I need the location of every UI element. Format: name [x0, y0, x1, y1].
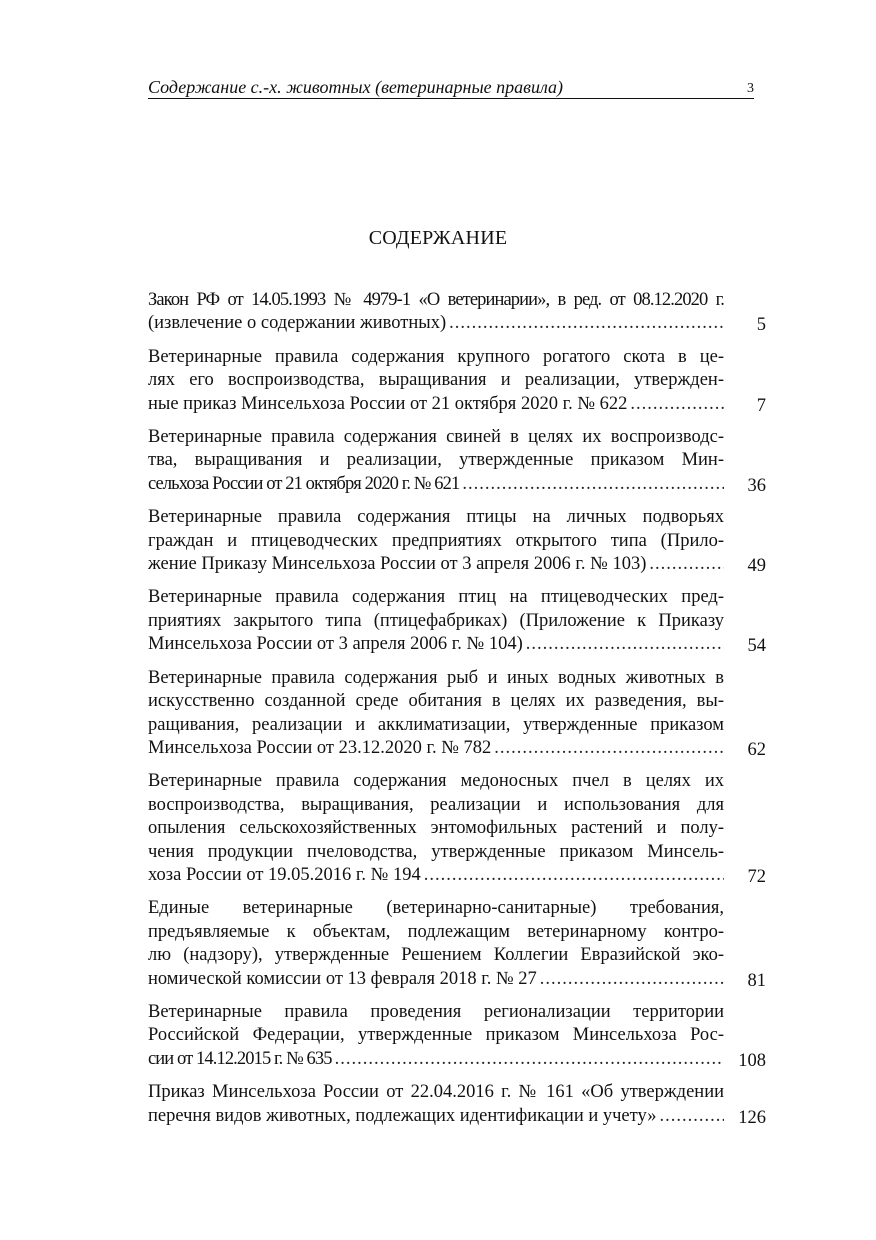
toc-entry-line: Ветеринарные правила содержания крупного рогатого скота в це-	[148, 346, 724, 367]
dot-leader	[540, 968, 724, 991]
toc-entry-line: воспроизводства, выращивания, реализации и использования для	[148, 794, 724, 815]
toc-entry-line: граждан и птицеводческих предприятиях открытого типа (Прило-	[148, 530, 724, 551]
toc-entry-line: Ветеринарные правила содержания рыб и иных водных животных в	[148, 667, 724, 688]
toc-entry-text: ные приказ Минсельхоза России от 21 октября 2020 г. № 622	[148, 393, 628, 414]
toc-entry-line: опыления сельскохозяйственных энтомофильных растений и полу-	[148, 818, 724, 839]
dot-leader	[424, 864, 724, 887]
toc-entry-line	[148, 312, 724, 335]
table-of-contents	[148, 289, 766, 1138]
toc-entry[interactable]	[148, 897, 766, 991]
dot-leader	[449, 312, 724, 335]
dot-leader	[462, 473, 724, 496]
dot-leader	[649, 553, 724, 576]
toc-entry-text: сельхоза России от 21 октября 2020 г. № 621	[148, 473, 460, 494]
toc-entry[interactable]	[148, 289, 766, 336]
toc-entry-line: искусственно созданной среде обитания в целях их разведения, вы-	[148, 691, 724, 712]
toc-entry-text: номической комиссии от 13 февраля 2018 г. № 27	[148, 968, 537, 989]
toc-page-number: 62	[747, 739, 766, 760]
toc-entry-line	[148, 864, 724, 887]
toc-entry-text: перечня видов животных, подлежащих идентификации и учету»	[148, 1105, 657, 1126]
toc-page-number: 108	[738, 1050, 766, 1071]
toc-page-number: 54	[747, 636, 766, 657]
toc-entry-text: жение Приказу Минсельхоза России от 3 апреля 2006 г. № 103)	[148, 554, 647, 575]
dot-leader	[630, 393, 724, 416]
toc-entry-text: хоза России от 19.05.2016 г. № 194	[148, 864, 421, 885]
toc-entry[interactable]	[148, 346, 766, 416]
toc-entry-line	[148, 393, 724, 416]
toc-entry[interactable]	[148, 1081, 766, 1128]
toc-entry-line	[148, 737, 724, 760]
toc-entry-line: Ветеринарные правила содержания свиней в целях их воспроизводс-	[148, 427, 724, 448]
toc-entry-line	[148, 1105, 724, 1128]
toc-entry-line: чения продукции пчеловодства, утвержденные приказом Минсель-	[148, 841, 724, 862]
dot-leader	[494, 737, 724, 760]
toc-entry-text: (извлечение о содержании животных)	[148, 313, 447, 334]
toc-entry[interactable]	[148, 667, 766, 761]
toc-entry-line: Ветеринарные правила проведения регионализации территории	[148, 1001, 724, 1022]
toc-entry-line: предъявляемые к объектам, подлежащим ветеринарному контро-	[148, 921, 724, 942]
toc-entry-line: Ветеринарные правила содержания медоносных пчел в целях их	[148, 771, 724, 792]
toc-page-number: 49	[747, 556, 766, 577]
running-title: Содержание с.-х. животных (ветеринарные правила)	[148, 77, 564, 97]
toc-entry[interactable]	[148, 1001, 766, 1071]
toc-entry[interactable]	[148, 586, 766, 656]
toc-entry[interactable]	[148, 506, 766, 576]
toc-entry-line	[148, 1048, 724, 1071]
toc-page-number: 81	[747, 970, 766, 991]
dot-leader	[526, 633, 724, 656]
toc-entry-text: Минсельхоза России от 3 апреля 2006 г. № 104)	[148, 634, 523, 655]
toc-entry-line: приятиях закрытого типа (птицефабриках) (Приложение к Приказу	[148, 610, 724, 631]
toc-entry-line: Единые ветеринарные (ветеринарно-санитарные) требования,	[148, 898, 724, 919]
toc-entry-text: Минсельхоза России от 23.12.2020 г. № 782	[148, 737, 492, 758]
toc-entry-line: Российской Федерации, утвержденные приказом Минсельхоза Рос-	[148, 1025, 724, 1046]
toc-page-number: 126	[738, 1107, 766, 1128]
toc-page-number: 72	[747, 866, 766, 887]
toc-entry-text: сии от 14.12.2015 г. № 635	[148, 1048, 332, 1069]
toc-entry-line: лю (надзору), утвержденные Решением Коллегии Евразийской эко-	[148, 945, 724, 966]
toc-entry[interactable]	[148, 426, 766, 496]
toc-entry-line: Ветеринарные правила содержания птиц на птицеводческих пред-	[148, 587, 724, 608]
toc-entry-line: Приказ Минсельхоза России от 22.04.2016 г. № 161 «Об утверждении	[148, 1082, 724, 1103]
toc-page-number: 36	[747, 475, 766, 496]
toc-entry-line: лях его воспроизводства, выращивания и реализации, утвержден-	[148, 370, 724, 391]
page-number: 3	[747, 81, 754, 96]
toc-heading: СОДЕРЖАНИЕ	[368, 227, 508, 249]
toc-entry-line: Закон РФ от 14.05.1993 № 4979-1 «О ветеринарии», в ред. от 08.12.2020 г.	[148, 290, 724, 310]
toc-entry-line	[148, 473, 724, 496]
toc-entry[interactable]	[148, 770, 766, 887]
toc-entry-line	[148, 553, 724, 576]
dot-leader	[335, 1048, 724, 1071]
toc-entry-line	[148, 633, 724, 656]
dot-leader	[659, 1105, 724, 1128]
toc-entry-line: тва, выращивания и реализации, утвержденные приказом Мин-	[148, 450, 724, 471]
toc-entry-line: Ветеринарные правила содержания птицы на личных подворьях	[148, 507, 724, 528]
toc-page-number: 7	[756, 395, 766, 416]
running-header	[148, 76, 754, 99]
toc-entry-line	[148, 968, 724, 991]
toc-entry-line: ращивания, реализации и акклиматизации, утвержденные приказом	[148, 714, 724, 735]
toc-page-number: 5	[756, 315, 766, 336]
